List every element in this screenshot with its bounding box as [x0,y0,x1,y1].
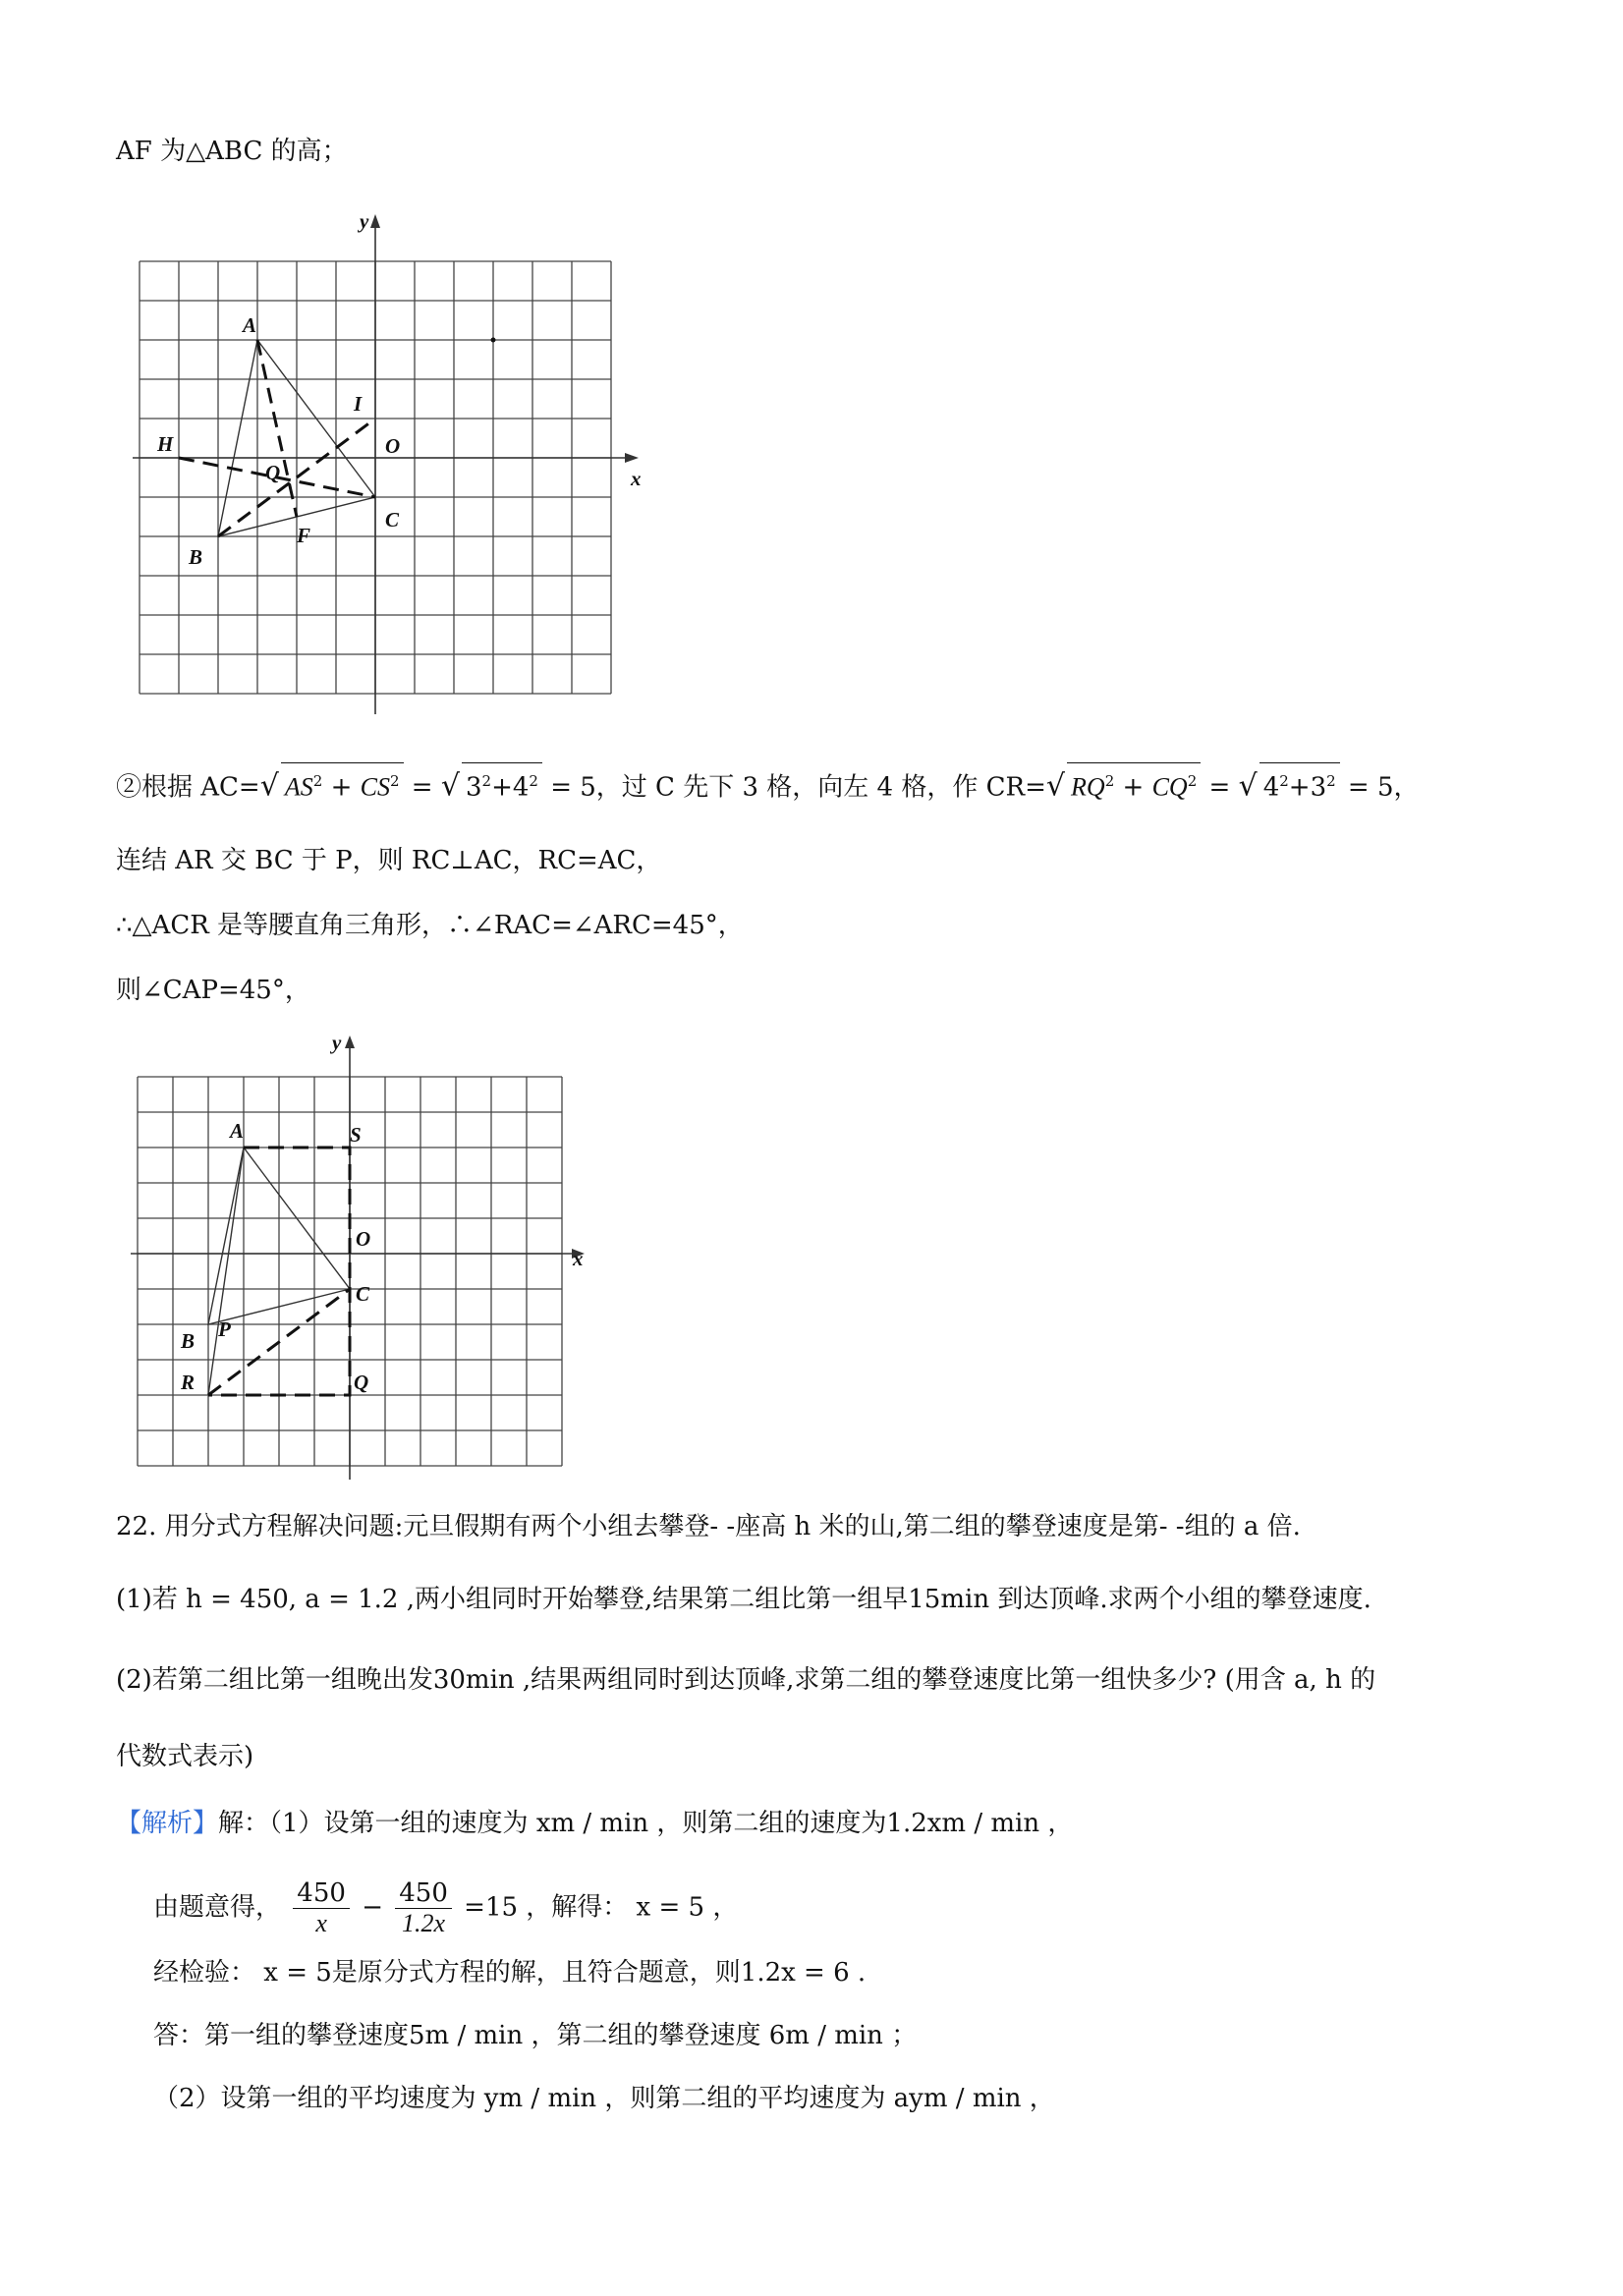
text-line-3: 连结 AR 交 BC 于 P，则 RC⊥AC，RC=AC， [116,846,662,875]
af-height-statement: AF 为△ABC 的高； [116,137,348,166]
figure-2-svg [126,1032,607,1484]
label-y-2: y [332,1032,342,1054]
figure-1-svg [128,208,658,719]
text-line-4: ∴△ACR 是等腰直角三角形，∴∠RAC=∠ARC=45°， [116,911,744,940]
text-line-2: ②根据 AC=√ $AS^2 + CS^2$ = √ $3^2+4^2 = 5$，过 C 先下 3 格，向左 4 格，作 CR=√ $RQ^2 + CQ^2$ = √ $4^2+3^2 = 5$， [116,762,1420,806]
figure-2-y-arrow [345,1036,355,1048]
solution-line-2: 由题意得， $\frac{450}{x}$ − $\frac{450}{1.2x}$ =15 ，解得： x = 5 ， [153,1878,739,1937]
label-h-1: H [157,432,174,456]
point-dot [491,338,496,343]
question-22-part-2: (2)若第二组比第一组晚出发30min ,结果两组同时到达顶峰,求第二组的攀登速度比第一组快多少? (用含 a, h 的 [116,1665,1376,1695]
solution-line-3: 经检验： x = 5是原分式方程的解，且符合题意，则1.2x = 6 . [153,1958,867,1988]
line-ar [208,1148,244,1395]
question-22-part-2-cont: 代数式表示) [116,1742,254,1771]
question-22: 22. 用分式方程解决问题:元旦假期有两个小组去攀登- -座高 h 米的山,第二组的攀登速度是第- -组的 a 倍. [116,1512,1301,1541]
text-line-5: 则∠CAP=45°， [116,976,310,1005]
label-x-1: x [631,467,642,490]
label-x-2: x [573,1247,584,1270]
solution-line-4: 答：第一组的攀登速度5m / min ，第二组的攀登速度 6m / min ； [153,2021,918,2050]
label-c-2: C [356,1282,370,1306]
label-a-1: A [243,313,257,337]
label-a-2: A [230,1119,245,1143]
fraction-450-over-1.2x: $\frac{450}{1.2x}$ [395,1878,452,1938]
figure-2 [126,1032,607,1484]
figure-1 [128,208,658,719]
label-q-1: Q [265,461,281,484]
figure-1-x-arrow [625,453,639,463]
label-o-1: O [385,434,401,458]
text-line-1 [116,134,348,169]
question-22-part-1: (1)若 h = 450, a = 1.2 ,两小组同时开始攀登,结果第二组比第一组早15min 到达顶峰.求两个小组的攀登速度. [116,1585,1371,1614]
label-i-1: I [354,392,363,416]
label-p-2: P [218,1317,231,1341]
label-c-1: C [385,508,400,532]
fraction-450-over-x: $\frac{450}{x}$ [293,1878,350,1938]
solution-line-1: 【解析】解：（1）设第一组的速度为 xm / min ，则第二组的速度为1.2xm / min ， [116,1809,1074,1838]
label-r-2: R [181,1371,196,1394]
label-o-2: O [356,1227,371,1251]
label-y-1: y [360,209,369,233]
solution-tag: 【解析】 [116,1809,219,1838]
figure-1-y-arrow [370,214,380,228]
label-b-1: B [189,545,203,569]
label-q-2: Q [354,1371,369,1394]
label-b-2: B [181,1329,196,1353]
label-f-1: F [297,524,311,547]
solution-line-5: （2）设第一组的平均速度为 ym / min ，则第二组的平均速度为 aym / min ， [153,2084,1055,2113]
label-s-2: S [350,1123,362,1147]
